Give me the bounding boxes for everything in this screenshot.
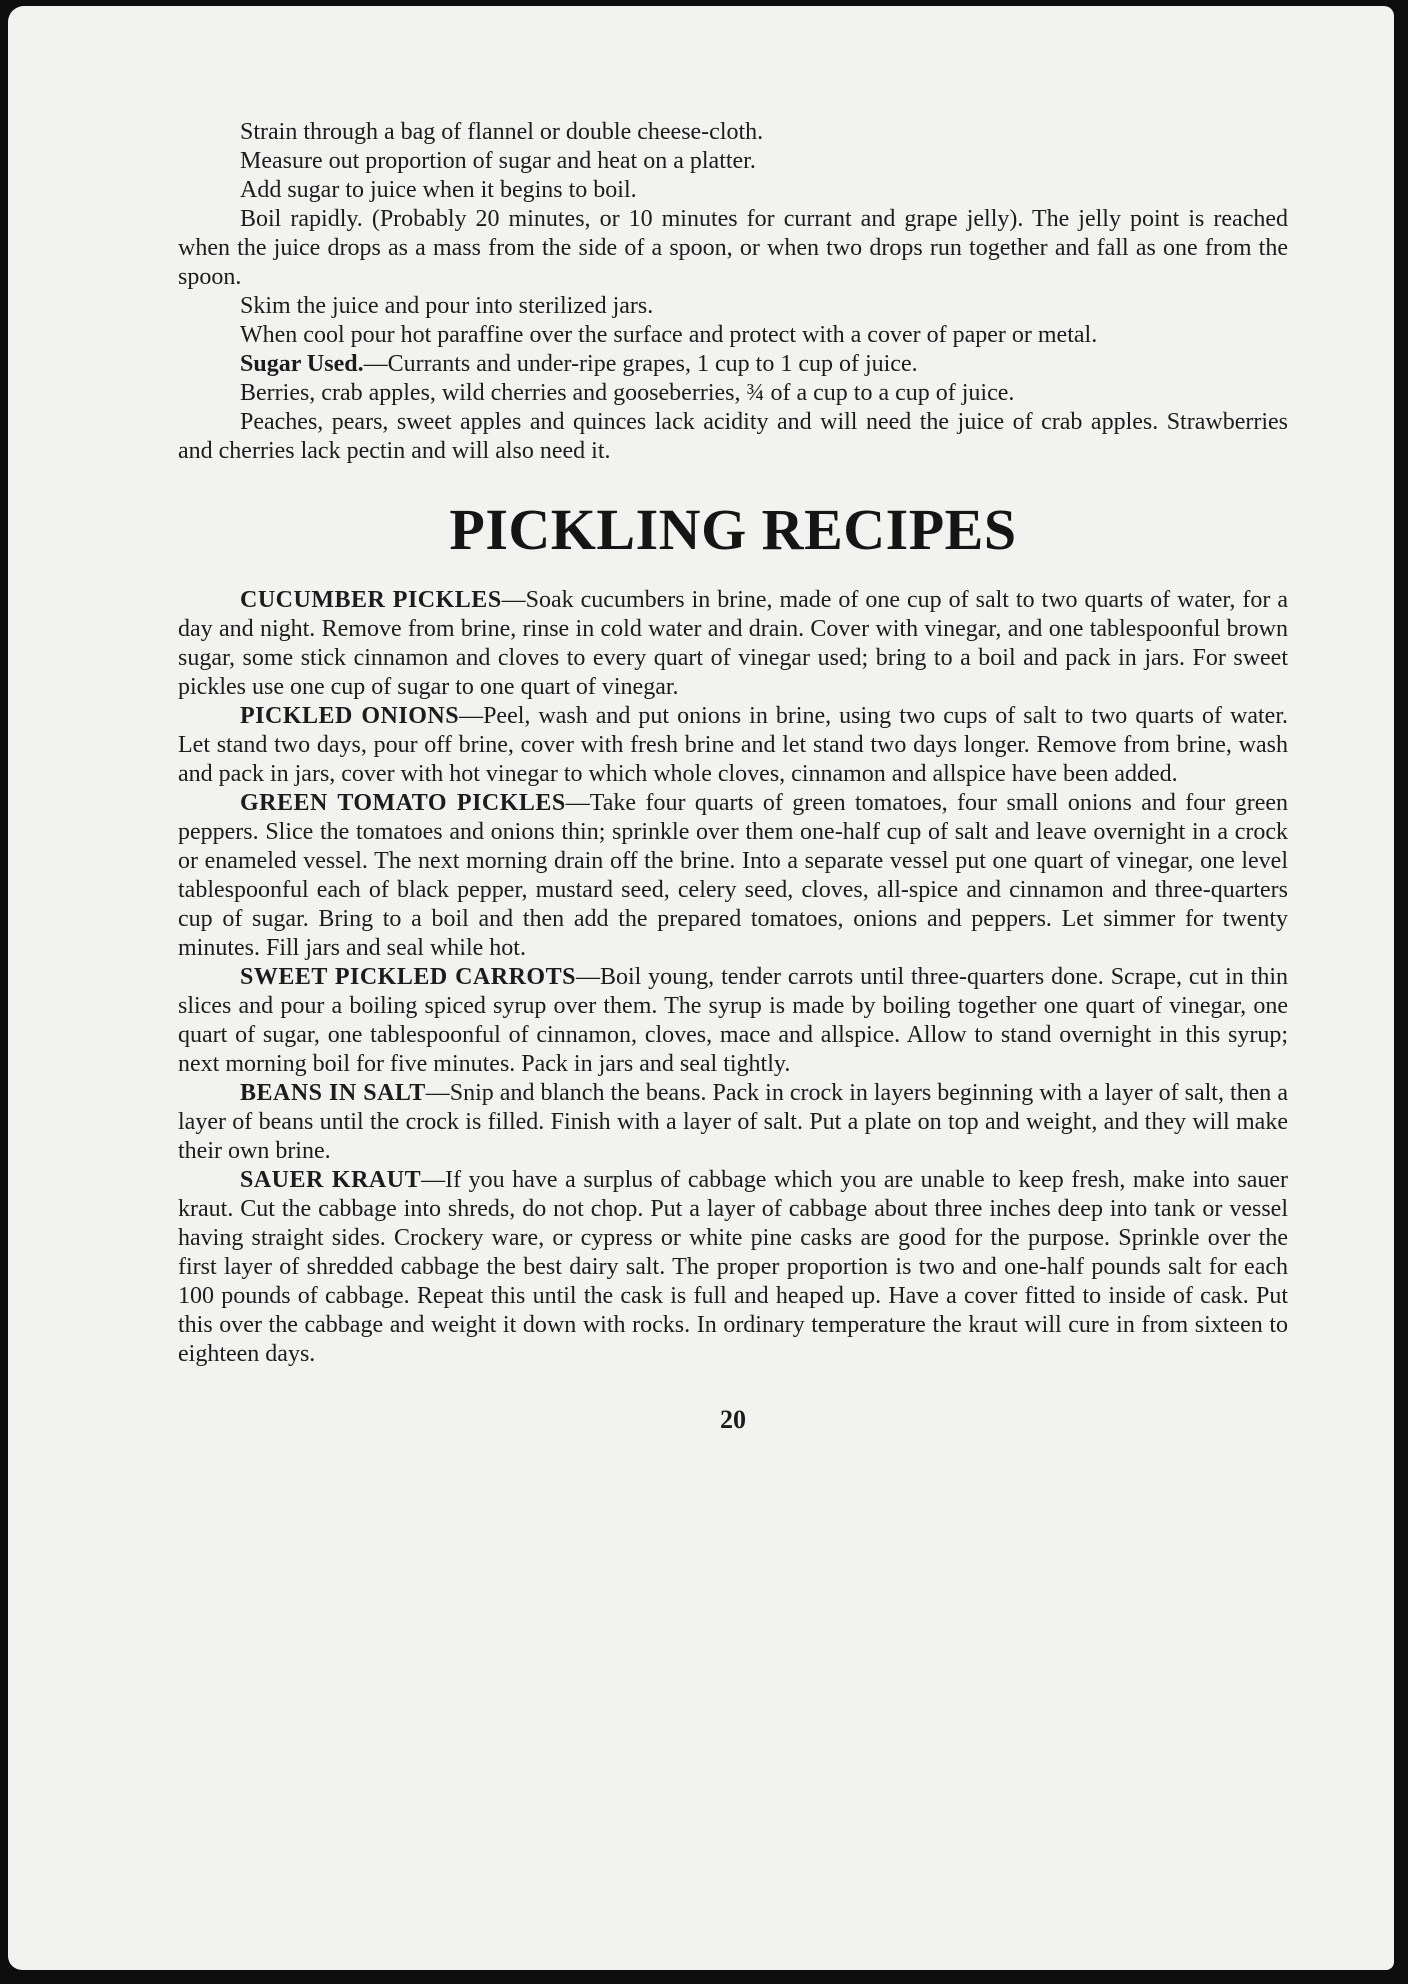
recipe-green-tomato-pickles — [178, 789, 1288, 963]
sugar-used-text: —Currants and under-ripe grapes, 1 cup to 1 cup of juice. — [363, 351, 918, 377]
recipe-text: —If you have a surplus of cabbage which you are unable to keep fresh, make into sauer kraut. Cut the cabbage into shreds, do not chop. Put a layer of cabbage about three inches deep into tank or vessel having straight sides. Crockery ware, or cypress or white pine casks are good for the purpose. Sprinkle over the first layer of shredded cabbage the best dairy salt. The proper proportion is two and one-half pounds salt for each 100 pounds of cabbage. Repeat this until the cask is full and heaped up. Have a cover fitted to inside of cask. Put this over the cabbage and weight it down with rocks. In ordinary temperature the kraut will cure in from sixteen to eighteen days. — [178, 1167, 1288, 1367]
recipe-cucumber-pickles — [178, 586, 1288, 702]
recipe-name: GREEN TOMATO PICKLES — [240, 790, 566, 816]
jelly-step-3: Add sugar to juice when it begins to boil. — [240, 177, 637, 203]
jelly-step-1: Strain through a bag of flannel or double cheese-cloth. — [240, 119, 764, 145]
recipe-pickled-onions — [178, 702, 1288, 789]
jelly-step-5: Skim the juice and pour into sterilized jars. — [240, 293, 654, 319]
book-page — [8, 6, 1394, 1970]
recipe-sauer-kraut — [178, 1166, 1288, 1369]
jelly-step-6: When cool pour hot paraffine over the surface and protect with a cover of paper or metal. — [240, 322, 1098, 348]
sugar-used-label: Sugar Used. — [240, 351, 364, 377]
sugar-used-line-1: Berries, crab apples, wild cherries and gooseberries, ¾ of a cup to a cup of juice. — [240, 380, 1015, 406]
sugar-used-paragraph — [178, 350, 1288, 379]
recipe-name: BEANS IN SALT — [240, 1080, 426, 1106]
recipe-sweet-pickled-carrots — [178, 963, 1288, 1079]
recipe-name: PICKLED ONIONS — [240, 703, 460, 729]
jelly-step-2: Measure out proportion of sugar and heat on a platter. — [240, 148, 756, 174]
recipe-text: —Boil young, tender carrots until three-quarters done. Scrape, cut in thin slices and pour a boiling spiced syrup over them. The syrup is made by boiling together one quart of vinegar, one quart of sugar, one tablespoonful of cinnamon, cloves, mace and allspice. Allow to stand overnight in this syrup; next morning boil for five minutes. Pack in jars and seal tightly. — [178, 964, 1289, 1077]
recipe-name: SAUER KRAUT — [240, 1167, 422, 1193]
recipe-text: —Take four quarts of green tomatoes, four small onions and four green peppers. Slice the tomatoes and onions thin; sprinkle over them one-half cup of salt and leave overnight in a crock or enameled vessel. The next morning drain off the brine. Into a separate vessel put one quart of vinegar, one level tablespoonful each of black pepper, mustard seed, celery seed, cloves, all-spice and cinnamon and three-quarters cup of sugar. Bring to a boil and then add the prepared tomatoes, onions and peppers. Let simmer for twenty minutes. Fill jars and seal while hot. — [178, 790, 1288, 961]
recipe-text: —Soak cucumbers in brine, made of one cup of salt to two quarts of water, for a day and night. Remove from brine, rinse in cold water and drain. Cover with vinegar, and one tablespoonful brown sugar, some stick cinnamon and cloves to every quart of vinegar used; bring to a boil and pack in jars. For sweet pickles use one cup of sugar to one quart of vinegar. — [178, 587, 1288, 700]
sugar-used-line-2: Peaches, pears, sweet apples and quinces lack acidity and will need the juice of crab apples. Strawberries and cherries lack pectin and will also need it. — [178, 409, 1288, 464]
recipe-beans-in-salt — [178, 1079, 1288, 1166]
page-number: 20 — [720, 1405, 746, 1434]
page-content — [178, 118, 1288, 1434]
jelly-step-4: Boil rapidly. (Probably 20 minutes, or 10 minutes for currant and grape jelly). The jelly point is reached when the juice drops as a mass from the side of a spoon, or when two drops run together and fall as one from the spoon. — [178, 206, 1288, 290]
recipe-text: —Peel, wash and put onions in brine, using two cups of salt to two quarts of water. Let stand two days, pour off brine, cover with fresh brine and let stand two days longer. Remove from brine, wash and pack in jars, cover with hot vinegar to which whole cloves, cinnamon and allspice have been added. — [178, 703, 1288, 787]
section-title: PICKLING RECIPES — [449, 497, 1017, 562]
recipe-name: CUCUMBER PICKLES — [240, 587, 502, 613]
recipe-name: SWEET PICKLED CARROTS — [240, 964, 576, 990]
recipe-text: —Snip and blanch the beans. Pack in crock in layers beginning with a layer of salt, then a layer of beans until the crock is filled. Finish with a layer of salt. Put a plate on top and weight, and they will make their own brine. — [178, 1080, 1288, 1164]
